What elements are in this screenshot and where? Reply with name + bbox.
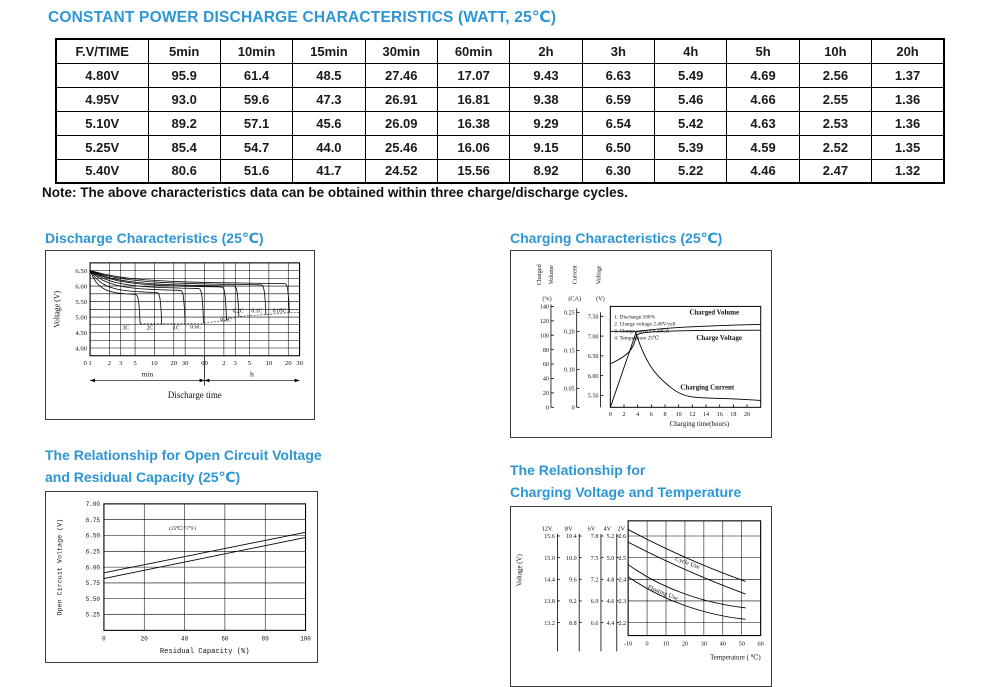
svg-text:Charging time(hours): Charging time(hours): [669, 421, 730, 429]
svg-text:9.6: 9.6: [569, 577, 577, 584]
svg-text:0.10: 0.10: [563, 367, 575, 374]
table-cell: 4.69: [727, 63, 799, 87]
svg-text:min: min: [141, 369, 154, 379]
svg-text:30: 30: [296, 360, 303, 368]
table-cell: 6.30: [582, 159, 654, 183]
svg-text:6V: 6V: [587, 525, 596, 533]
table-cell: 2.55: [799, 87, 871, 111]
svg-text:6.50: 6.50: [75, 267, 88, 275]
svg-text:0.05: 0.05: [563, 386, 575, 393]
svg-text:120: 120: [539, 318, 549, 325]
row-header-cell: 5.25V: [56, 135, 148, 159]
table-header-cell: F.V/TIME: [56, 39, 148, 63]
svg-text:Cycle Use: Cycle Use: [674, 555, 701, 571]
charging-chart-heading: Charging Characteristics (25℃): [510, 230, 723, 246]
table-cell: 47.3: [293, 87, 365, 111]
table-header-cell: 10min: [220, 39, 292, 63]
svg-text:3: 3: [119, 360, 123, 368]
svg-text:5.50: 5.50: [587, 393, 599, 400]
svg-text:-10: -10: [623, 640, 633, 648]
svg-text:6.50: 6.50: [587, 354, 599, 361]
table-cell: 5.22: [655, 159, 727, 183]
svg-text:30: 30: [700, 640, 707, 648]
table-cell: 15.56: [437, 159, 509, 183]
svg-text:2C: 2C: [146, 325, 154, 332]
table-cell: 1.36: [872, 87, 944, 111]
table-cell: 5.39: [655, 135, 727, 159]
table-cell: 6.54: [582, 111, 654, 135]
table-header-cell: 20h: [872, 39, 944, 63]
svg-text:Charging Current: Charging Current: [680, 384, 735, 392]
table-cell: 27.46: [365, 63, 437, 87]
svg-text:7.5: 7.5: [590, 555, 599, 562]
svg-text:7.00: 7.00: [587, 334, 599, 341]
svg-text:40: 40: [719, 640, 726, 648]
temp-chart-heading: [510, 459, 741, 503]
svg-text:5: 5: [133, 360, 137, 368]
svg-text:Floating Use: Floating Use: [646, 583, 679, 603]
svg-text:8V: 8V: [564, 525, 573, 533]
svg-text:4: 4: [636, 412, 640, 419]
table-cell: 44.0: [293, 135, 365, 159]
svg-text:10: 10: [265, 360, 273, 368]
power-table: [55, 38, 945, 184]
svg-text:20: 20: [284, 360, 292, 368]
table-cell: 95.9: [148, 63, 220, 87]
table-cell: 2.56: [799, 63, 871, 87]
table-cell: 1.32: [872, 159, 944, 183]
svg-text:6.6: 6.6: [590, 620, 599, 627]
table-header-cell: 60min: [437, 39, 509, 63]
svg-text:60: 60: [221, 635, 229, 643]
svg-text:0.25: 0.25: [563, 310, 575, 317]
table-cell: 51.6: [220, 159, 292, 183]
svg-text:0: 0: [571, 405, 575, 412]
temp-chart-heading-line2: Charging Voltage and Temperature: [510, 484, 742, 500]
svg-text:10: 10: [151, 360, 158, 368]
table-cell: 6.50: [582, 135, 654, 159]
charging-chart: [510, 250, 772, 438]
svg-text:10: 10: [675, 412, 682, 419]
svg-text:Voltage (V): Voltage (V): [516, 554, 524, 587]
svg-text:2.4: 2.4: [618, 577, 627, 584]
table-row: [56, 159, 944, 183]
table-cell: 59.6: [220, 87, 292, 111]
table-cell: 57.1: [220, 111, 292, 135]
table-cell: 24.52: [365, 159, 437, 183]
svg-text:2.5: 2.5: [618, 555, 627, 562]
row-header-cell: 4.95V: [56, 87, 148, 111]
svg-text:5: 5: [247, 360, 252, 368]
svg-text:Current: Current: [571, 265, 579, 285]
table-cell: 85.4: [148, 135, 220, 159]
table-cell: 9.29: [510, 111, 582, 135]
row-header-cell: 4.80V: [56, 63, 148, 87]
svg-text:2: 2: [222, 360, 226, 368]
table-cell: 2.52: [799, 135, 871, 159]
page-title: CONSTANT POWER DISCHARGE CHARACTERISTICS (WATT, 25℃): [48, 9, 557, 26]
svg-text:5.75: 5.75: [85, 580, 100, 588]
table-cell: 2.47: [799, 159, 871, 183]
table-cell: 48.5: [293, 63, 365, 87]
svg-text:9.2: 9.2: [569, 599, 577, 606]
svg-text:100: 100: [300, 635, 311, 643]
svg-text:6.00: 6.00: [587, 373, 599, 380]
svg-text:5.2: 5.2: [606, 534, 615, 541]
temp-chart-svg: [511, 507, 771, 686]
svg-text:Voltage: Voltage: [595, 265, 603, 285]
table-cell: 45.6: [293, 111, 365, 135]
ocv-chart-svg: [46, 492, 317, 662]
table-cell: 89.2: [148, 111, 220, 135]
svg-text:6.50: 6.50: [85, 532, 100, 540]
svg-text:80: 80: [261, 635, 269, 643]
svg-text:8: 8: [663, 412, 667, 419]
svg-text:6: 6: [649, 412, 653, 419]
ocv-chart-heading-line1: The Relationship for Open Circuit Voltage: [45, 447, 322, 463]
table-cell: 5.42: [655, 111, 727, 135]
svg-text:10.0: 10.0: [565, 555, 577, 562]
svg-text:40: 40: [542, 376, 549, 383]
svg-text:0.05C: 0.05C: [272, 308, 287, 315]
svg-text:3: 3: [233, 360, 237, 368]
svg-text:40: 40: [181, 635, 189, 643]
table-cell: 2.53: [799, 111, 871, 135]
discharge-chart: [45, 250, 315, 420]
table-cell: 9.38: [510, 87, 582, 111]
svg-text:1. Discharge:100%: 1. Discharge:100%: [614, 314, 656, 321]
table-cell: 4.46: [727, 159, 799, 183]
table-cell: 5.49: [655, 63, 727, 87]
svg-text:30: 30: [181, 360, 189, 368]
table-cell: 17.07: [437, 63, 509, 87]
svg-text:7.2: 7.2: [590, 577, 599, 584]
svg-text:0.3C: 0.3C: [220, 317, 232, 324]
svg-text:(V): (V): [596, 295, 605, 303]
svg-text:Volume: Volume: [547, 265, 555, 285]
svg-text:0: 0: [608, 412, 612, 419]
svg-text:4V: 4V: [603, 525, 612, 533]
svg-text:100: 100: [539, 333, 549, 340]
table-cell: 54.7: [220, 135, 292, 159]
svg-text:20: 20: [681, 640, 689, 648]
svg-text:20: 20: [542, 391, 549, 398]
svg-text:2V: 2V: [617, 525, 626, 533]
svg-text:60: 60: [201, 360, 208, 368]
svg-text:6.75: 6.75: [85, 516, 100, 524]
table-cell: 16.38: [437, 111, 509, 135]
svg-text:15.6: 15.6: [544, 534, 555, 541]
svg-text:6.00: 6.00: [85, 564, 100, 572]
svg-text:(%): (%): [542, 295, 552, 303]
table-header-cell: 2h: [510, 39, 582, 63]
svg-text:5.0: 5.0: [606, 555, 615, 562]
svg-text:16: 16: [716, 412, 723, 419]
table-cell: 4.66: [727, 87, 799, 111]
svg-text:3C: 3C: [122, 325, 130, 332]
svg-text:18: 18: [730, 412, 737, 419]
discharge-chart-svg: [46, 251, 314, 419]
table-cell: 41.7: [293, 159, 365, 183]
ocv-chart-heading: [45, 444, 322, 488]
table-cell: 5.46: [655, 87, 727, 111]
svg-text:(CA): (CA): [568, 295, 582, 303]
svg-text:12: 12: [689, 412, 696, 419]
svg-text:8.8: 8.8: [569, 620, 577, 627]
svg-text:13.8: 13.8: [544, 599, 555, 606]
table-cell: 6.63: [582, 63, 654, 87]
table-header-cell: 5h: [727, 39, 799, 63]
svg-text:13.2: 13.2: [544, 620, 555, 627]
svg-text:2: 2: [622, 412, 626, 419]
ocv-chart: [45, 491, 318, 663]
svg-text:4.8: 4.8: [606, 577, 615, 584]
svg-text:Temperature ( ℃): Temperature ( ℃): [710, 654, 761, 662]
table-cell: 1.37: [872, 63, 944, 87]
table-cell: 80.6: [148, 159, 220, 183]
row-header-cell: 5.10V: [56, 111, 148, 135]
svg-text:0: 0: [545, 405, 549, 412]
svg-text:20: 20: [743, 412, 751, 419]
svg-text:5.50: 5.50: [75, 298, 88, 306]
table-header-cell: 5min: [148, 39, 220, 63]
table-cell: 4.63: [727, 111, 799, 135]
svg-text:80: 80: [542, 347, 549, 354]
svg-text:0: 0: [83, 360, 87, 368]
table-cell: 16.06: [437, 135, 509, 159]
svg-text:20: 20: [170, 360, 178, 368]
table-cell: 26.91: [365, 87, 437, 111]
table-header-row: [56, 39, 944, 63]
svg-text:5.50: 5.50: [85, 595, 100, 603]
table-cell: 8.92: [510, 159, 582, 183]
svg-text:4.6: 4.6: [606, 599, 615, 606]
svg-text:Voltage (V): Voltage (V): [52, 290, 62, 328]
ocv-chart-heading-line2: and Residual Capacity (25℃): [45, 469, 241, 485]
svg-text:60: 60: [757, 640, 764, 648]
svg-text:6.9: 6.9: [590, 599, 599, 606]
svg-text:5.00: 5.00: [75, 314, 88, 322]
table-note: Note: The above characteristics data can be obtained within three charge/discharge cycles.: [42, 185, 628, 200]
svg-text:20: 20: [140, 635, 148, 643]
table-cell: 4.59: [727, 135, 799, 159]
temp-chart-heading-line1: The Relationship for: [510, 462, 646, 478]
svg-text:15.0: 15.0: [544, 555, 555, 562]
temp-chart: [510, 506, 772, 687]
charging-chart-svg: [511, 251, 771, 437]
svg-text:1: 1: [88, 360, 92, 368]
svg-text:0.15: 0.15: [563, 348, 575, 355]
svg-text:Open Circuit Voltage (V): Open Circuit Voltage (V): [56, 518, 65, 616]
table-header-cell: 30min: [365, 39, 437, 63]
svg-text:10.4: 10.4: [565, 534, 577, 541]
svg-text:140: 140: [539, 304, 549, 311]
svg-text:2.2: 2.2: [618, 620, 627, 627]
svg-text:Residual Capacity (%): Residual Capacity (%): [159, 648, 250, 657]
svg-text:2: 2: [107, 360, 112, 368]
svg-text:Charge Voltage: Charge Voltage: [696, 335, 742, 343]
svg-text:Charged: Charged: [536, 264, 544, 286]
table-row: [56, 87, 944, 111]
row-header-cell: 5.40V: [56, 159, 148, 183]
svg-text:4.4: 4.4: [606, 620, 615, 627]
svg-text:7.8: 7.8: [590, 534, 599, 541]
svg-text:0: 0: [645, 640, 649, 648]
svg-text:6.25: 6.25: [85, 548, 100, 556]
discharge-chart-heading: Discharge Characteristics (25℃): [45, 230, 264, 246]
svg-text:50: 50: [738, 640, 745, 648]
svg-text:3. Charge current:0.20CA: 3. Charge current:0.20CA: [614, 328, 670, 335]
svg-text:5.25: 5.25: [85, 611, 100, 619]
svg-text:60: 60: [542, 362, 549, 369]
svg-text:Charged Volume: Charged Volume: [689, 309, 740, 317]
table-row: [56, 111, 944, 135]
table-cell: 26.09: [365, 111, 437, 135]
svg-text:0.20: 0.20: [563, 329, 575, 336]
table-header-cell: 15min: [293, 39, 365, 63]
svg-text:10: 10: [662, 640, 670, 648]
table-cell: 25.46: [365, 135, 437, 159]
svg-text:0.6C: 0.6C: [190, 324, 202, 331]
svg-text:4. Temperature 25℃: 4. Temperature 25℃: [614, 335, 659, 342]
table-cell: 1.35: [872, 135, 944, 159]
table-cell: 61.4: [220, 63, 292, 87]
table-cell: 93.0: [148, 87, 220, 111]
svg-text:(25℃/77°F): (25℃/77°F): [169, 525, 196, 532]
svg-text:2.6: 2.6: [618, 534, 627, 541]
table-cell: 9.15: [510, 135, 582, 159]
svg-text:14: 14: [702, 412, 710, 419]
svg-text:1C: 1C: [173, 325, 180, 332]
svg-text:7.50: 7.50: [587, 314, 599, 321]
table-row: [56, 135, 944, 159]
table-row: [56, 63, 944, 87]
table-header-cell: 4h: [655, 39, 727, 63]
svg-text:h: h: [250, 369, 254, 379]
svg-text:2. Charge voltage 2.40V/cell: 2. Charge voltage 2.40V/cell: [614, 321, 676, 328]
svg-text:14.4: 14.4: [544, 577, 555, 584]
svg-text:7.00: 7.00: [85, 501, 100, 509]
table-header-cell: 3h: [582, 39, 654, 63]
svg-text:0: 0: [102, 635, 106, 643]
svg-text:6.00: 6.00: [75, 283, 88, 291]
svg-text:4.00: 4.00: [75, 345, 88, 353]
table-header-cell: 10h: [799, 39, 871, 63]
svg-text:4.50: 4.50: [75, 329, 88, 337]
svg-text:Discharge time: Discharge time: [167, 390, 222, 401]
svg-text:12V: 12V: [541, 525, 553, 533]
table-cell: 16.81: [437, 87, 509, 111]
svg-text:0.2C: 0.2C: [232, 308, 244, 315]
table-cell: 1.36: [872, 111, 944, 135]
svg-text:2.3: 2.3: [618, 599, 627, 606]
svg-text:0.1C: 0.1C: [251, 308, 263, 315]
table-cell: 6.59: [582, 87, 654, 111]
table-cell: 9.43: [510, 63, 582, 87]
